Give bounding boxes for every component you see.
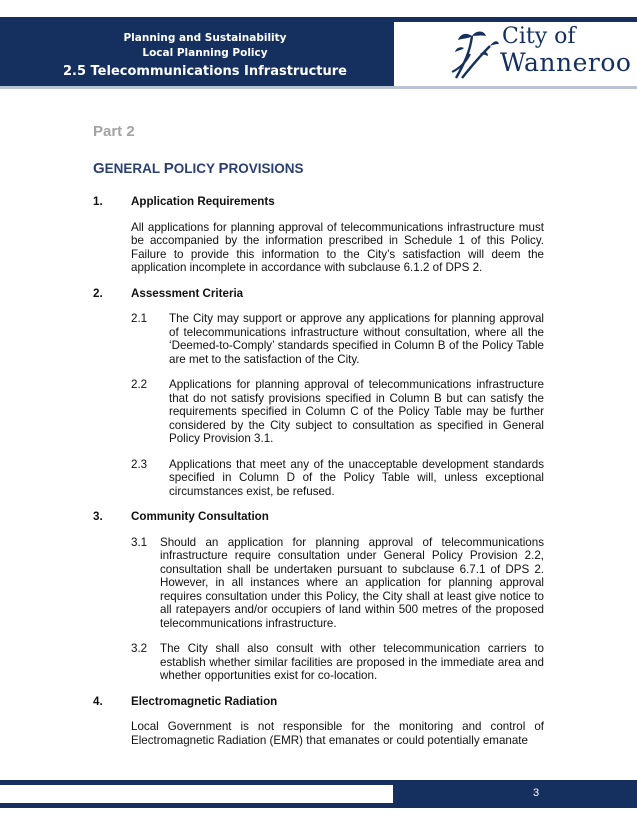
reed-plant-icon [450,28,500,80]
part-label: Part 2 [93,123,135,140]
clause-2-2: 2.2 Applications for planning approval of telecommunications infrastructure that do not satisfy provisions specified in Column B but can satisfy the requirements specified in Column C of the Policy Table may be further considered by the City subject to consultation as specified in General Policy Provision 3.1. [131,378,544,445]
section-heading: GENERAL POLICY PROVISIONS [93,160,304,177]
clause-3-2: 3.2 The City shall also consult with other telecommunication carriers to establish whether similar facilities are proposed in the immediate area and whether opportunities exist for co-location. [131,642,544,682]
logo-city-text: City of [502,24,576,49]
section-4-paragraph: Local Government is not responsible for the monitoring and control of Electromagnetic Radiation (EMR) that emanates or could potentially emanate [131,720,544,747]
policy-body [93,195,544,759]
clause-2-1: 2.1 The City may support or approve any applications for planning approval of telecommunications infrastructure without consultation, where all the ‘Deemed-to-Comply’ standards specified in Column B of the Policy Table are met to the satisfaction of the City. [131,312,544,366]
section-1-paragraph: All applications for planning approval of telecommunications infrastructure must be accompanied by the information prescribed in Schedule 1 of this Policy. Failure to provide this information to the City’s satisfaction will deem the application incomplete in accordance with subclause 6.1.2 of DPS 2. [131,220,544,274]
section-3-heading: 3. Community Consultation [93,510,269,523]
section-2-heading: 2. Assessment Criteria [93,286,244,300]
section-4-heading: 4. Electromagnetic Radiation [93,694,278,708]
header-policy-title: 2.5 Telecommunications Infrastructure [62,64,348,79]
city-logo [394,22,637,86]
logo-name-text: Wanneroo [500,48,632,77]
page-number: 3 [533,787,540,799]
clause-2-3: 2.3 Applications that meet any of the unacceptable development standards specified in Column D of the Policy Table will, unless exceptional circumstances exist, be refused. [131,457,544,498]
header-divider [0,86,637,89]
section-1-heading: 1. Application Requirements [93,195,275,208]
header-department: Planning and Sustainability [123,32,287,44]
header-policy-type: Local Planning Policy [142,47,268,59]
clause-3-1: 3.1 Should an application for planning approval of telecommunications infrastructure require consultation under General Policy Provision 2.2, consultation shall be undertaken pursuant to subclause 6.7.1 of DPS 2. However, in all instances where an application for planning approval requires consultation under this Policy, the City shall at least give notice to all ratepayers and/or occupiers of land within 500 metres of the proposed telecommunications infrastructure. [131,535,544,630]
page-header [0,17,637,88]
footer-white-bar [0,785,393,803]
header-title-block [50,31,360,83]
